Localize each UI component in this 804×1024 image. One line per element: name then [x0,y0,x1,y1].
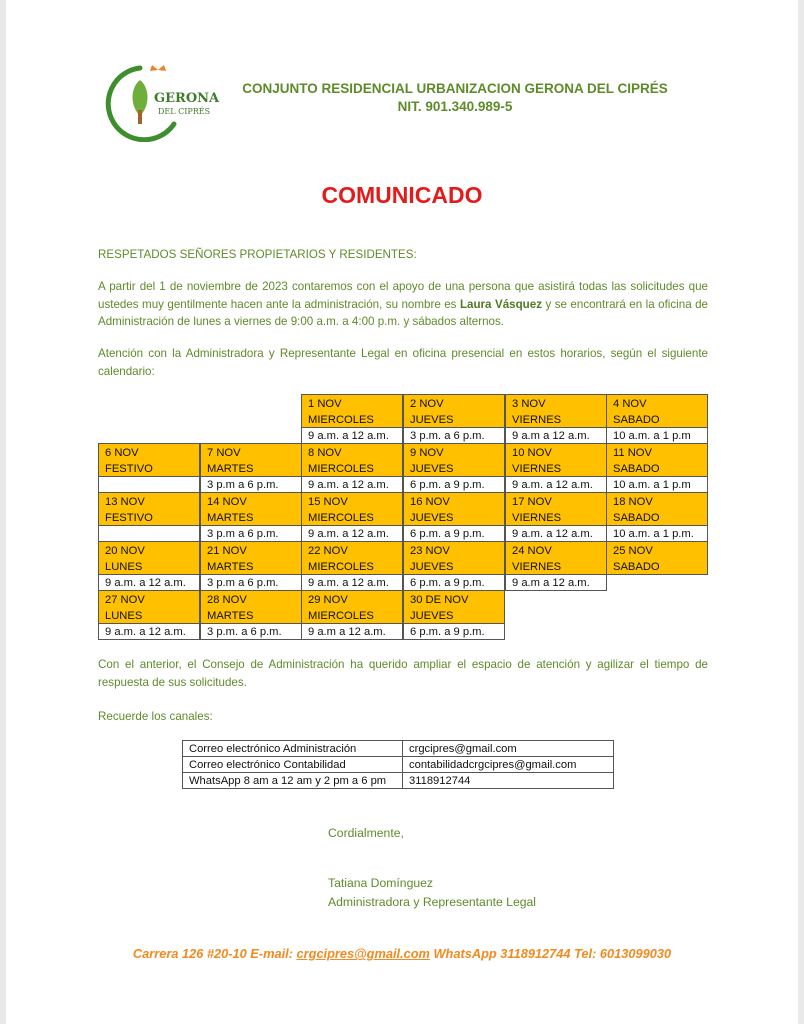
calendar-time-cell: 9 a.m a 12 a.m. [301,623,403,640]
calendar-weekday: MIERCOLES [308,610,374,622]
channel-value: 3118912744 [402,772,614,789]
calendar-weekday: MARTES [207,561,254,573]
calendar-day-cell [403,394,505,428]
calendar-weekday: JUEVES [410,512,454,524]
calendar-date: 6 NOV [105,447,139,459]
calendar-time-cell: 9 a.m. a 12 a.m. [301,574,403,591]
calendar-time-cell: 3 p.m a 6 p.m. [200,525,302,542]
calendar-day-cell [301,443,403,477]
calendar-date: 28 NOV [207,594,247,606]
calendar-day-cell [505,443,607,477]
closing-paragraph: Con el anterior, el Consejo de Administración ha querido ampliar el espacio de atención y agilizar el tiempo de respuesta de sus solicitudes. [98,658,708,689]
calendar-weekday: MIERCOLES [308,463,374,475]
signer-name: Tatiana Domínguez [328,876,434,890]
calendar-day-cell [606,541,708,575]
calendar-weekday: JUEVES [410,463,454,475]
calendar-time-cell: 6 p.m. a 9 p.m. [403,623,505,640]
calendar-date: 8 NOV [308,447,342,459]
calendar-weekday: FESTIVO [105,512,153,524]
org-name: CONJUNTO RESIDENCIAL URBANIZACION GERONA DEL CIPRÉS [242,81,668,96]
calendar-time-cell: 3 p.m. a 6 p.m. [403,427,505,444]
salutation: Cordialmente, [328,826,404,840]
calendar-day-cell [301,394,403,428]
calendar-weekday: JUEVES [410,414,454,426]
calendar-day-cell [505,492,607,526]
calendar-time-cell: 9 a.m. a 12 a.m. [301,525,403,542]
calendar-weekday: JUEVES [410,561,454,573]
org-header [222,80,688,116]
svg-text:DEL CIPRÉS: DEL CIPRÉS [158,107,211,116]
calendar-time-cell: 6 p.m. a 9 p.m. [403,574,505,591]
calendar-time-cell: 9 a.m. a 12 a.m. [301,427,403,444]
calendar-time-cell: 6 p.m. a 9 p.m. [403,525,505,542]
calendar-date: 10 NOV [512,447,552,459]
calendar-time-cell: 3 p.m. a 6 p.m. [200,623,302,640]
calendar-date: 29 NOV [308,594,348,606]
gerona-logo [100,62,220,142]
calendar-time-cell: 9 a.m. a 12 a.m. [98,574,200,591]
calendar-date: 2 NOV [410,398,444,410]
calendar-weekday: MARTES [207,512,254,524]
calendar-date: 17 NOV [512,496,552,508]
calendar-day-cell [301,492,403,526]
calendar-day-cell [403,541,505,575]
calendar-weekday: LUNES [105,610,143,622]
calendar-day-cell [606,492,708,526]
calendar-day-cell [606,394,708,428]
calendar-time-cell: 10 a.m. a 1 p.m. [606,525,708,542]
calendar-weekday: LUNES [105,561,143,573]
calendar-day-cell [505,541,607,575]
footer-contact: Carrera 126 #20-10 E-mail: crgcipres@gmail.com WhatsApp 3118912744 Tel: 6013099030 [132,946,672,961]
calendar-date: 16 NOV [410,496,450,508]
calendar-date: 9 NOV [410,447,444,459]
channels-intro: Recuerde los canales: [98,710,213,723]
calendar-weekday: FESTIVO [105,463,153,475]
calendar-day-cell [98,590,200,624]
calendar-day-cell [606,443,708,477]
greeting: RESPETADOS SEÑORES PROPIETARIOS Y RESIDENTES: [98,248,417,261]
calendar-weekday: SABADO [613,414,660,426]
calendar-date: 4 NOV [613,398,647,410]
channel-label: Correo electrónico Administración [182,740,403,757]
calendar-date: 13 NOV [105,496,145,508]
calendar-weekday: MARTES [207,463,254,475]
calendar-day-cell [200,492,302,526]
calendar-date: 11 NOV [613,447,652,459]
svg-text:GERONA: GERONA [154,91,220,106]
calendar-date: 30 DE NOV [410,594,469,606]
calendar-time-cell: 10 a.m. a 1 p.m [606,427,708,444]
calendar-date: 24 NOV [512,545,552,557]
calendar-day-cell [505,394,607,428]
calendar-date: 22 NOV [308,545,348,557]
org-nit: NIT. 901.340.989-5 [397,99,513,114]
calendar-date: 3 NOV [512,398,546,410]
calendar-day-cell [301,541,403,575]
calendar-time-cell: 10 a.m. a 1 p.m [606,476,708,493]
calendar-day-cell [98,492,200,526]
calendar-weekday: SABADO [613,463,660,475]
calendar-weekday: VIERNES [512,512,562,524]
signer-role: Administradora y Representante Legal [328,895,536,909]
calendar-date: 23 NOV [410,545,450,557]
calendar-time-cell: 9 a.m a 12 a.m. [505,427,607,444]
channel-value: crgcipres@gmail.com [402,740,614,757]
calendar-date: 18 NOV [613,496,653,508]
calendar-date: 20 NOV [105,545,145,557]
intro-paragraph: A partir del 1 de noviembre de 2023 contaremos con el apoyo de una persona que asistirá todas las solicitudes que ustedes muy gentilmente hacen ante la administración, su nombre es Laura Vásquez y se encontrará en la oficina de Administración de lunes a viernes de 9:00 a.m. a 4:00 p.m. y sábados alternos. [98,280,708,328]
calendar-time-cell: 3 p.m a 6 p.m. [200,574,302,591]
calendar-time-cell: 9 a.m a 12 a.m. [505,574,607,591]
calendar-date: 7 NOV [207,447,241,459]
calendar-time-cell [98,525,200,542]
calendar-day-cell [200,590,302,624]
calendar-weekday: SABADO [613,561,660,573]
calendar-date: 27 NOV [105,594,145,606]
calendar-date: 1 NOV [308,398,342,410]
calendar-time-cell: 3 p.m a 6 p.m. [200,476,302,493]
calendar-weekday: VIERNES [512,463,562,475]
footer-email-link[interactable]: crgcipres@gmail.com [296,946,430,961]
page-title: COMUNICADO [321,182,483,208]
calendar-weekday: VIERNES [512,561,562,573]
assistant-name: Laura Vásquez [459,297,543,311]
calendar-date: 25 NOV [613,545,653,557]
calendar-time-cell [98,476,200,493]
calendar-day-cell [403,492,505,526]
calendar-weekday: SABADO [613,512,660,524]
calendar-weekday: MIERCOLES [308,512,374,524]
calendar-day-cell [200,443,302,477]
calendar-day-cell [98,443,200,477]
calendar-time-cell: 9 a.m. a 12 a.m. [505,476,607,493]
calendar-weekday: MIERCOLES [308,414,374,426]
calendar-weekday: MIERCOLES [308,561,374,573]
calendar-day-cell [301,590,403,624]
calendar-time-cell: 9 a.m. a 12 a.m. [98,623,200,640]
calendar-day-cell [403,443,505,477]
calendar-time-cell: 6 p.m. a 9 p.m. [403,476,505,493]
calendar-weekday: JUEVES [410,610,454,622]
channel-label: Correo electrónico Contabilidad [182,756,403,773]
calendar-time-cell: 9 a.m. a 12 a.m. [505,525,607,542]
calendar-date: 15 NOV [308,496,348,508]
calendar-weekday: MARTES [207,610,254,622]
butterfly-icon [150,65,166,71]
calendar-date: 14 NOV [207,496,247,508]
attention-paragraph: Atención con la Administradora y Representante Legal en oficina presencial en estos horarios, según el siguiente calendario: [98,347,708,378]
calendar-day-cell [98,541,200,575]
channel-label: WhatsApp 8 am a 12 am y 2 pm a 6 pm [182,772,403,789]
channel-value: contabilidadcrgcipres@gmail.com [402,756,614,773]
calendar-day-cell [200,541,302,575]
calendar-time-cell: 9 a.m. a 12 a.m. [301,476,403,493]
calendar-weekday: VIERNES [512,414,562,426]
calendar-date: 21 NOV [207,545,247,557]
calendar-day-cell [403,590,505,624]
